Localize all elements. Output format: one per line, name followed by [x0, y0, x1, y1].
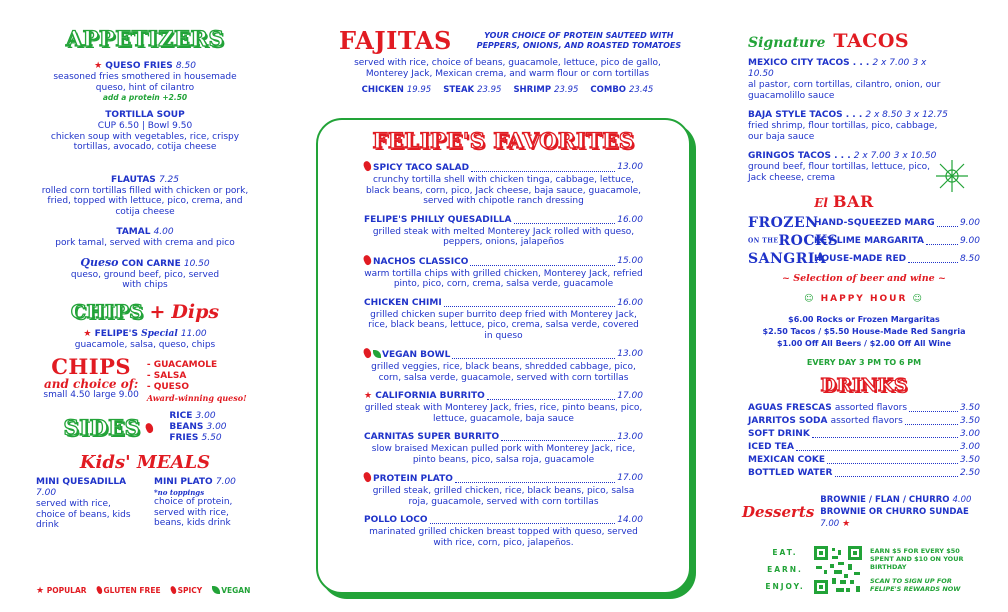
rewards-word: EARN. [767, 565, 803, 574]
taco-name: BAJA STYLE TACOS [748, 110, 843, 120]
bar-item [748, 233, 980, 249]
vegan-leaf-icon [373, 350, 381, 358]
item-name: TORTILLA SOUP [105, 110, 185, 120]
plus-sign: + [149, 300, 166, 323]
qr-code-icon[interactable] [814, 546, 862, 594]
drink-price: 3.50 [959, 403, 980, 413]
right-column [742, 0, 980, 530]
item-price: 7.25 [158, 174, 179, 185]
bar-row [814, 235, 980, 248]
bar-name: KEY LIME MARGARITA [814, 235, 924, 246]
item-name-script: Special [141, 328, 178, 339]
spicy-pepper-icon [362, 253, 373, 265]
legend-vegan: VEGAN [212, 586, 250, 596]
bar-title: BAR [833, 192, 874, 211]
taco-price: 2 x 7.00 [872, 58, 910, 68]
side-beans: BEANS 3.00 [169, 422, 227, 432]
favorite-price: 13.00 [617, 162, 643, 172]
happy-hour-deal: $6.00 Rocks or Frozen Margaritas [788, 315, 940, 324]
bar-row [814, 217, 980, 230]
bar-big-word: ON THEROCKS [748, 233, 839, 249]
favorite-desc: marinated grilled chicken breast topped with queso, served with rice, corn, pico, jalapeños. [369, 527, 638, 548]
favorites-list [318, 161, 689, 548]
kids-meals [30, 477, 260, 531]
menu-item-queso-fries [30, 61, 260, 102]
chips-choice-subtitle: and choice of: [43, 377, 139, 391]
tacos-title: TACOS [833, 30, 910, 52]
favorite-row [364, 214, 643, 227]
item-desc: seasoned fries smothered in housemade queso, hint of cilantro [53, 72, 237, 93]
item-price: 11.00 [180, 328, 207, 339]
favorite-price: 17.00 [617, 473, 643, 483]
chips-title-word: CHIPS [70, 300, 144, 323]
fajita-price: SHRIMP 23.95 [513, 85, 579, 95]
drink-price: 3.00 [959, 442, 980, 452]
drinks-list [748, 402, 980, 480]
item-name-script: Queso [80, 255, 119, 269]
favorite-desc: grilled steak with Monterey Jack, fries, rice, pinto beans, pico, lettuce, guacamole, baja sauce [364, 403, 643, 424]
bar-price: 8.50 [959, 253, 980, 264]
side-rice: RICE 3.00 [169, 411, 216, 421]
legend-spicy: SPICY [171, 586, 203, 596]
drink-row [748, 428, 980, 441]
drink-price: 3.50 [959, 455, 980, 465]
favorite-item [364, 255, 643, 290]
item-price: 4.00 [153, 227, 174, 237]
drink-row [748, 467, 980, 480]
happy-hour-deal: $1.00 Off All Beers / $2.00 Off All Wine [776, 339, 952, 348]
leader-dots [430, 514, 616, 524]
dips-title-word: Dips [171, 300, 220, 323]
desserts-section [742, 494, 980, 530]
taco-price: 3 x 10.50 [748, 58, 927, 79]
favorite-desc: warm tortilla chips with grilled chicken, Monterey Jack, refried pinto, pico, corn, crema, salsa verde, guacamole [364, 268, 643, 289]
sides-title: SIDES [63, 415, 141, 440]
favorite-price: 14.00 [617, 515, 643, 525]
taco-item [748, 110, 948, 142]
item-name: QUESO FRIES [105, 61, 173, 71]
favorites-box [316, 118, 691, 594]
drinks-title: DRINKS [820, 375, 908, 396]
favorite-price: 16.00 [617, 297, 643, 308]
favorite-name: CARNITAS SUPER BURRITO [364, 432, 500, 442]
bar-list [748, 215, 980, 267]
bar-name: HOUSE-MADE RED [814, 253, 907, 264]
favorite-item [364, 431, 643, 465]
desserts-title: Desserts [742, 503, 815, 521]
rewards-cta[interactable]: SCAN TO SIGN UP FOR FELIPE'S REWARDS NOW [870, 576, 961, 593]
bar-item [748, 251, 980, 267]
favorite-name: PROTEIN PLATO [373, 474, 453, 484]
item-desc: rolled corn tortillas filled with chicken or pork, fried, topped with lettuce, pico, crema, and cotija cheese [41, 185, 249, 217]
leader-dots [452, 348, 615, 359]
popular-star-icon: ★ [364, 391, 373, 401]
favorites-title: FELIPE'S FAVORITES [372, 128, 635, 153]
favorite-price: 13.00 [617, 432, 643, 442]
drink-name: MEXICAN COKE [748, 455, 826, 465]
favorite-desc: grilled steak, grilled chicken, rice, black beans, pico, salsa roja, guacamole, served with corn tortillas [372, 486, 635, 507]
tacos-header [748, 30, 980, 52]
item-name: FLAUTAS [111, 174, 156, 185]
side-fries: FRIES 5.50 [169, 433, 222, 443]
favorite-item [364, 297, 643, 342]
leader-dots [470, 255, 615, 266]
rewards-word: ENJOY. [765, 582, 805, 591]
drink-name: BOTTLED WATER [748, 468, 833, 478]
legend-gluten-free: GLUTEN FREE [97, 586, 161, 596]
dessert-line: BROWNIE / FLAN / CHURRO 4.00 [820, 495, 972, 505]
drink-row [748, 402, 980, 415]
favorite-name: CHICKEN CHIMI [364, 297, 442, 308]
fajita-price: STEAK 23.95 [443, 85, 502, 95]
taco-desc: fried shrimp, flour tortillas, pico, cabbage, our baja sauce [748, 121, 938, 142]
rewards-section [764, 544, 984, 595]
item-name: CON CARNE [121, 258, 181, 269]
gluten-free-icon [362, 471, 373, 483]
drink-note: assorted flavors [830, 416, 903, 426]
fajitas-desc: served with rice, choice of beans, guacamole, lettuce, pico de gallo, Monterey Jack, Mexican crema, and warm flour or corn tortillas [354, 58, 661, 79]
menu-item-tortilla-soup [30, 110, 260, 153]
drink-name: AGUAS FRESCAS [748, 403, 832, 413]
item-sizes: CUP 6.50 | Bowl 9.50 [97, 121, 193, 131]
taco-row: MEXICO CITY TACOS . . . 2 x 7.00 3 x 10.50 [748, 58, 927, 79]
kids-item-desc: served with rice, choice of beans, kids drink [36, 499, 131, 530]
taco-desc: ground beef, flour tortillas, lettuce, pico, Jack cheese, crema [748, 162, 931, 183]
drink-row [748, 441, 980, 454]
drink-name: ICED TEA [748, 442, 794, 452]
taco-price: 3 x 10.50 [893, 151, 937, 161]
kids-meals-title: Kids' MEALS [79, 452, 211, 473]
bar-price: 9.00 [959, 235, 980, 246]
favorite-name: VEGAN BOWL [382, 350, 451, 360]
item-desc: pork tamal, served with crema and pico [55, 238, 235, 248]
bar-big-word: SANGRIA [748, 251, 827, 267]
fajita-price: CHICKEN 19.95 [361, 85, 432, 95]
kids-item-name: MINI QUESADILLA 7.00 [36, 477, 127, 498]
option-salsa: - SALSA [146, 371, 187, 381]
item-price: 10.50 [183, 258, 210, 269]
chips-choice-sizes: small 4.50 large 9.00 [43, 390, 139, 400]
taco-name: MEXICO CITY TACOS [748, 58, 850, 68]
kids-item-desc: choice of protein, served with rice, beans, kids drink [154, 497, 233, 528]
bar-script: El [814, 196, 828, 210]
drink-price: 3.00 [959, 429, 980, 439]
popular-star-icon: ★ [94, 61, 103, 71]
taco-item [748, 151, 948, 183]
sides-section [30, 411, 260, 444]
sparkle-icon [930, 156, 974, 196]
smiley-icon: ☺ [804, 294, 816, 304]
rewards-text: EARN $5 FOR EVERY $50 SPENT AND $10 ON YOUR BIRTHDAY [870, 546, 964, 571]
happy-hour-deal: $2.50 Tacos / $5.50 House-Made Red Sangria [762, 327, 966, 336]
favorite-item [364, 514, 643, 548]
taco-desc: al pastor, corn tortillas, cilantro, onion, our guacamolillo sauce [748, 80, 941, 101]
favorite-price: 16.00 [617, 214, 643, 225]
drink-price: 2.50 [959, 468, 980, 478]
drink-name: JARRITOS SODA [748, 416, 828, 426]
favorite-name: NACHOS CLASSICO [373, 256, 469, 267]
favorite-row [364, 390, 643, 403]
favorite-desc: grilled veggies, rice, black beans, shredded cabbage, pico, corn, salsa verde, guacamole, served with corn tortillas [371, 362, 636, 383]
favorite-row [364, 161, 643, 175]
leader-dots [455, 472, 615, 483]
favorite-row [364, 255, 643, 269]
favorite-item [364, 161, 643, 207]
leader-dots [471, 161, 615, 172]
taco-item [748, 58, 948, 101]
chips-choice-title: CHIPS [51, 354, 132, 379]
drink-row [748, 454, 980, 467]
happy-hour-deals [748, 314, 980, 350]
queso-note: Award-winning queso! [146, 393, 247, 403]
dessert-line: BROWNIE OR CHURRO SUNDAE 7.00 ★ [820, 507, 969, 529]
rewards-word: EAT. [772, 548, 798, 557]
drink-name: SOFT DRINK [748, 429, 810, 439]
favorite-row [364, 348, 643, 362]
spicy-pepper-icon [362, 160, 373, 172]
bar-item [748, 215, 980, 231]
item-desc: guacamole, salsa, queso, chips [74, 339, 216, 350]
leader-dots [487, 390, 615, 400]
legend [36, 586, 250, 596]
favorite-row [364, 514, 643, 527]
favorite-name: CALIFORNIA BURRITO [375, 391, 485, 401]
leader-dots [514, 214, 616, 224]
fajitas-subtitle: YOUR CHOICE OF PROTEIN SAUTEED WITH PEPPERS, ONIONS, AND ROASTED TOMATOES [476, 30, 682, 50]
bar-price: 9.00 [959, 217, 980, 228]
favorite-desc: slow braised Mexican pulled pork with Monterey Jack, rice, pinto beans, pico, salsa roja, guacamole [371, 444, 636, 465]
option-queso: - QUESO [146, 382, 189, 392]
spicy-pepper-icon [145, 421, 156, 433]
drink-row [748, 415, 980, 428]
beer-wine-line: ~ Selection of beer and wine ~ [782, 273, 946, 284]
favorite-row [364, 297, 643, 310]
menu-item-tamal [30, 227, 260, 249]
happy-hour-title: ☺ HAPPY HOUR ☺ [804, 294, 924, 304]
favorite-item [364, 214, 643, 248]
middle-column [315, 0, 700, 95]
menu-item-felipes-special [30, 329, 260, 351]
fajitas-prices [315, 85, 700, 95]
item-name: TAMAL [116, 227, 151, 237]
popular-star-icon: ★ [83, 328, 92, 339]
favorite-name: POLLO LOCO [364, 515, 428, 525]
menu-item-flautas [30, 175, 260, 218]
taco-name: GRINGOS TACOS [748, 151, 831, 161]
taco-price: 2 x 7.00 [853, 151, 891, 161]
chips-choice [30, 356, 260, 403]
option-guacamole: - GUACAMOLE [146, 360, 218, 370]
favorite-name: SPICY TACO SALAD [373, 163, 470, 173]
leader-dots [501, 431, 615, 441]
item-desc: chicken soup with vegetables, rice, crispy tortillas, avocado, cotija cheese [50, 131, 240, 152]
taco-row: BAJA STYLE TACOS . . . 2 x 8.50 3 x 12.75 [748, 110, 948, 120]
bar-row [814, 253, 980, 266]
kids-item-note: *no toppings [154, 488, 205, 497]
taco-price: 2 x 8.50 [865, 110, 903, 120]
appetizers-title: APPETIZERS [65, 26, 225, 51]
favorite-row [364, 431, 643, 444]
fajitas-title: FAJITAS [339, 26, 452, 55]
favorite-desc: grilled steak with melted Monterey Jack rolled with queso, peppers, onions, jalapeños [372, 226, 635, 247]
favorite-price: 15.00 [617, 255, 643, 266]
taco-row: GRINGOS TACOS . . . 2 x 7.00 3 x 10.50 [748, 151, 937, 161]
favorite-desc: grilled chicken super burrito deep fried with Monterey Jack, rice, black beans, lettuce, pico, crema, salsa verde, covered in queso [368, 309, 639, 341]
favorite-item [364, 472, 643, 507]
favorite-row [364, 472, 643, 486]
kids-item-name: MINI PLATO 7.00 [154, 477, 236, 487]
fajita-price: COMBO 23.45 [590, 85, 654, 95]
menu-item-queso-con-carne [30, 257, 260, 291]
item-price: 8.50 [175, 61, 196, 71]
legend-popular: ★ POPULAR [36, 586, 87, 596]
fajitas-header [339, 26, 700, 55]
drink-note: assorted flavors [834, 403, 908, 413]
bar-name: HAND-SQUEEZED MARG [814, 217, 935, 228]
taco-price: 3 x 12.75 [905, 110, 948, 120]
bar-big-word: FROZEN [748, 215, 819, 231]
smiley-icon: ☺ [912, 294, 924, 304]
item-name: FELIPE'S [94, 328, 138, 339]
favorite-price: 17.00 [617, 391, 643, 401]
item-addon: add a protein +2.50 [102, 93, 188, 102]
favorite-price: 13.00 [617, 349, 643, 359]
tacos-script: Signature [748, 35, 826, 51]
favorite-name: FELIPE'S PHILLY QUESADILLA [364, 214, 512, 225]
leader-dots [444, 297, 616, 307]
drink-price: 3.50 [959, 416, 980, 426]
item-desc: queso, ground beef, pico, served with chips [70, 269, 220, 290]
favorite-item [364, 348, 643, 383]
favorite-desc: crunchy tortilla shell with chicken tinga, cabbage, lettuce, black beans, corn, pico, Jack cheese, baja sauce, guacamole, served with chipotle ranch dressing [365, 175, 642, 206]
chips-dips-title [30, 301, 260, 323]
happy-hour-time: EVERY DAY 3 PM TO 6 PM [806, 358, 922, 367]
favorite-item [364, 390, 643, 424]
spicy-pepper-icon [362, 347, 373, 359]
left-column [30, 0, 260, 531]
